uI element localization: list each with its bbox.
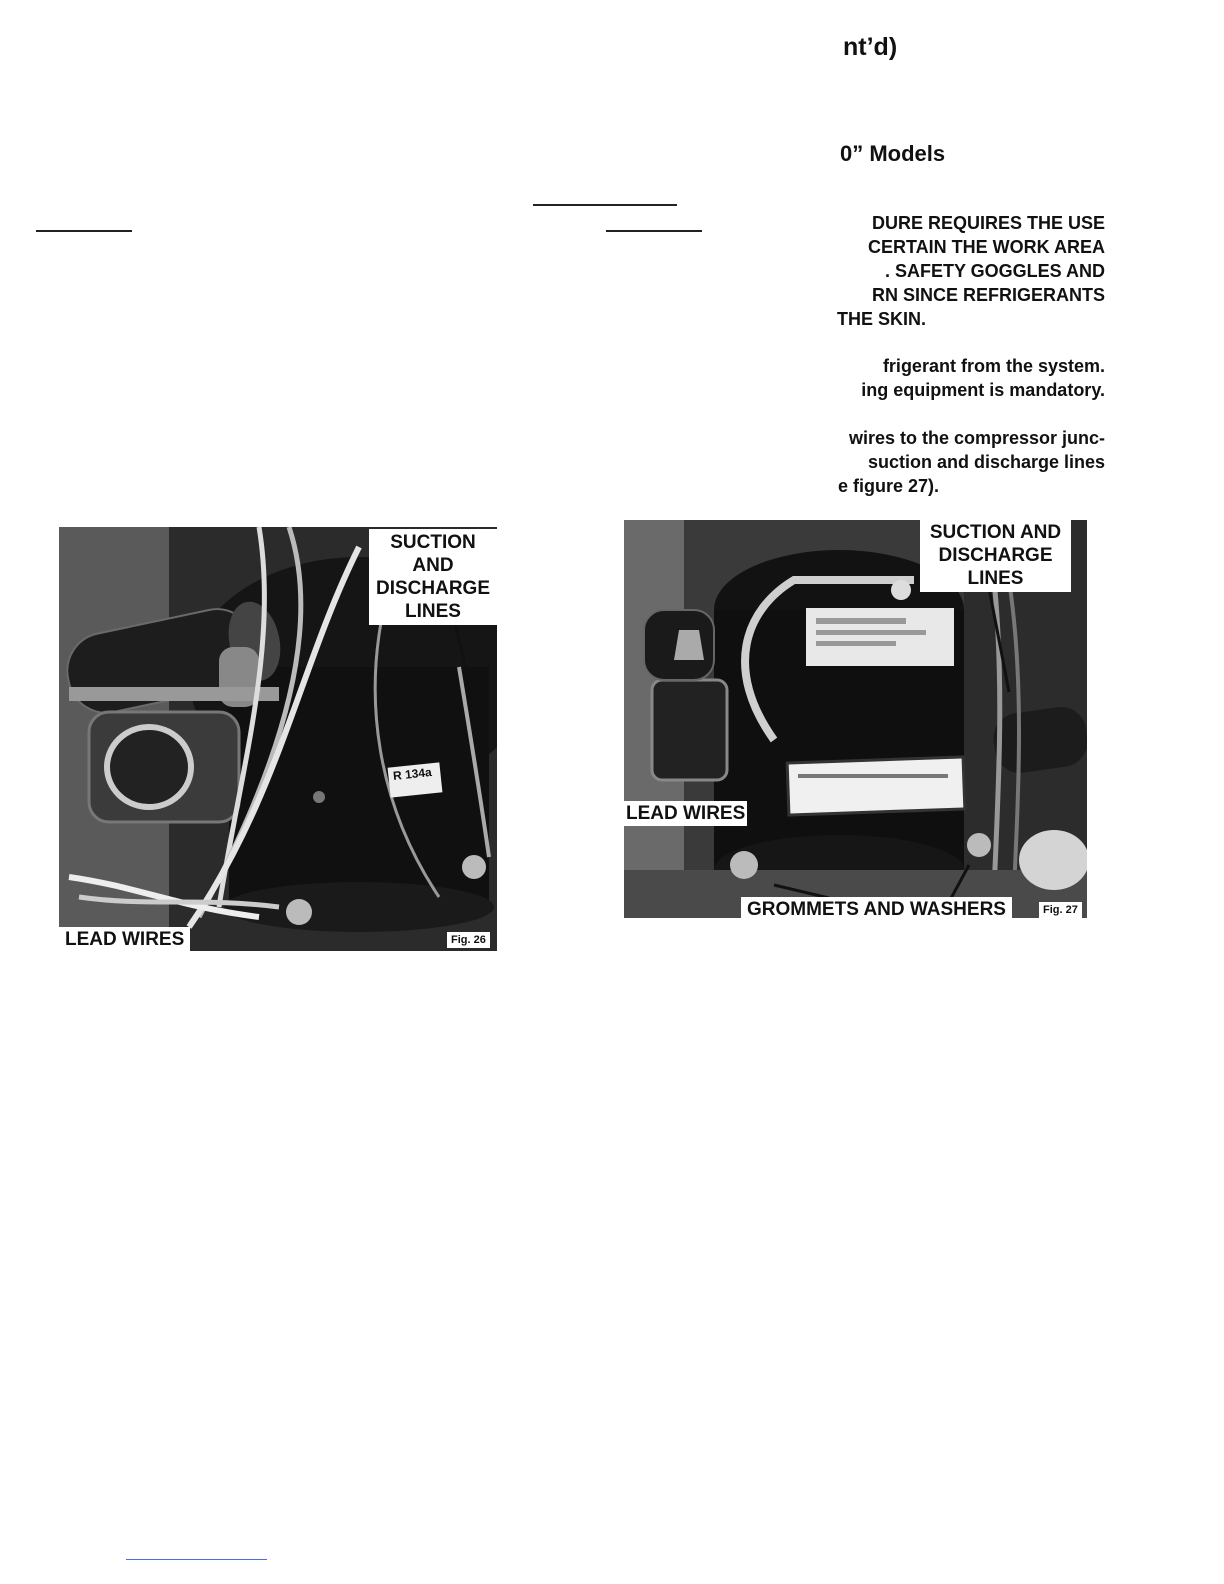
warning-paragraph [800, 211, 1105, 331]
warning-line: CERTAIN THE WORK AREA [868, 237, 1105, 257]
section-heading: nt’d) [843, 33, 898, 61]
warning-line: . SAFETY GOGGLES AND [884, 261, 1105, 281]
refrigerant-tag: R 134a [392, 765, 433, 783]
warning-line: THE SKIN. [837, 309, 927, 329]
warning-line: RN SINCE REFRIGERANTS [871, 285, 1105, 305]
wires-line: e figure 27). [838, 476, 940, 496]
link-underline[interactable] [126, 1559, 267, 1560]
figure-27-lead-wires-label: LEAD WIRES [626, 803, 746, 824]
models-subheading: 0” Models [840, 141, 946, 166]
figure-26-lead-wires-label: LEAD WIRES [59, 927, 190, 952]
figure-26-suction-label: SUCTION AND DISCHARGE LINES [369, 529, 497, 625]
underline-rule [36, 230, 132, 232]
wires-line: wires to the compressor junc- [848, 428, 1105, 448]
underline-rule [533, 204, 677, 206]
warning-line: DURE REQUIRES THE USE [871, 213, 1105, 233]
refrigerant-line: frigerant from the system. [882, 356, 1105, 376]
refrigerant-paragraph [800, 354, 1105, 402]
figure-27-caption: Fig. 27 [1039, 902, 1082, 918]
figure-27-grommets-label: GROMMETS AND WASHERS [741, 897, 1012, 922]
underline-rule [606, 230, 702, 232]
wires-line: suction and discharge lines [867, 452, 1105, 472]
figure-27-suction-label: SUCTION AND DISCHARGE LINES [920, 519, 1071, 592]
refrigerant-line: ing equipment is mandatory. [861, 380, 1105, 400]
figure-26-caption: Fig. 26 [447, 932, 490, 948]
wires-paragraph [800, 426, 1105, 498]
